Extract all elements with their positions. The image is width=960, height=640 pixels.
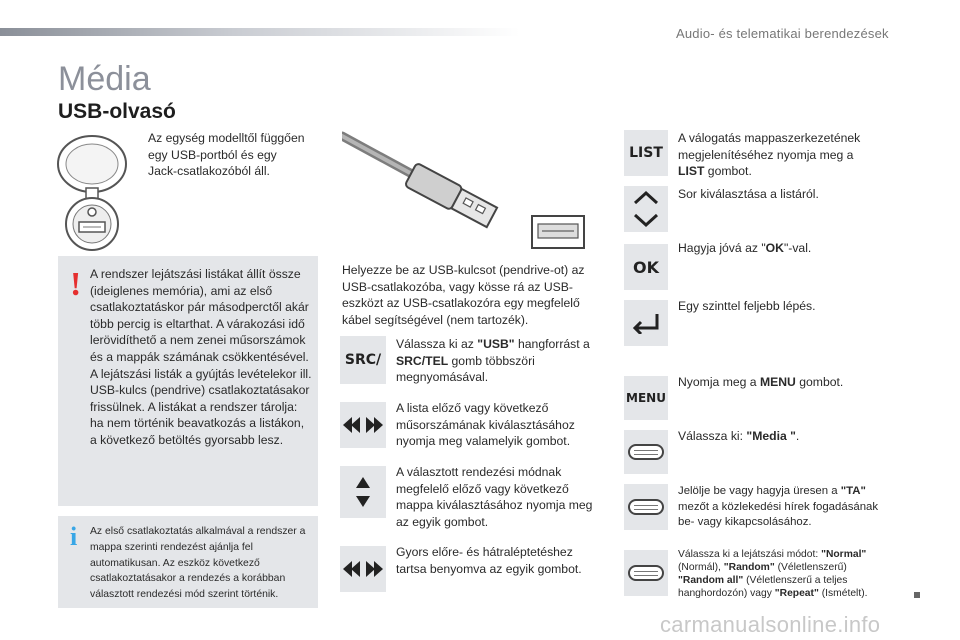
list-label: LIST: [629, 145, 663, 161]
menu-step-bold: MENU: [759, 375, 796, 389]
src-step-part: hangforrást a: [514, 337, 590, 351]
src-step-part: Válassza ki az: [396, 337, 478, 351]
fast-seek-buttons-icon: [340, 546, 386, 592]
warning-text: A rendszer lejátszási listákat állít össze (ideiglenes memória), ami az első csatlakoztatáskor pár másodperctől akár több percig is eltarthat. A várakozási idő lerövidíthető a nem zenei műsorszámok és a mappák számának csökkentésével. A lejátszási listák a gyújtás levételekor ill. USB-kulcs (pendrive) csatlakoztatásakor frissülnek. A listákat a rendszer tárolja: ha nem történik beavatkozás a listákon, a következő betöltés gyorsabb lesz.: [90, 267, 312, 447]
media-step-text: [678, 428, 878, 445]
warning-icon: !: [70, 266, 82, 303]
menu-label: MENU: [626, 391, 666, 405]
header-gradient-bar: [0, 28, 520, 36]
info-box: [58, 516, 318, 608]
mode-step-part: (Ismételt).: [818, 588, 868, 599]
mode-step-part: Válassza ki a lejátszási módot:: [678, 549, 822, 560]
selector-pill-icon: [628, 565, 664, 581]
select-step-text: Sor kiválasztása a listáról.: [678, 187, 819, 201]
slash-glyph: /: [376, 352, 382, 368]
list-step-part: A válogatás mappaszerkezetének megjelenítéséhez nyomja meg a: [678, 131, 861, 162]
ta-step-part: mezőt a közlekedési hírek fogadásának be- vagy kikapcsolásához.: [678, 500, 879, 528]
play-mode-icon: [624, 550, 668, 596]
watermark: carmanualsonline.info: [660, 612, 881, 637]
ok-step-text: [678, 240, 878, 257]
usb-port-illustration: [52, 128, 132, 252]
back-step-text: Egy szinttel feljebb lépés.: [678, 299, 816, 313]
warning-box: [58, 256, 318, 506]
select-media-icon: [624, 430, 668, 474]
list-button-icon: [624, 130, 668, 176]
list-step-text: [678, 130, 878, 180]
back-button-icon: [624, 300, 668, 346]
usb-plug-illustration: [342, 130, 604, 250]
updown-step-text: A választott rendezési módnak megfelelő előző vagy következő mappa kiválasztásához nyomja meg az egyik gombot.: [396, 465, 593, 529]
page-marker: [914, 592, 920, 598]
back-arrow-icon: [631, 312, 661, 334]
ok-label: OK: [633, 257, 659, 277]
mode-random: "Random": [723, 562, 775, 573]
up-down-chevrons-icon: [624, 186, 668, 232]
src-step-text: [396, 336, 592, 386]
fast-step-text: Gyors előre- és hátraléptetéshez tartsa benyomva az egyik gombot.: [396, 545, 582, 576]
src-step-srctel: SRC/TEL: [396, 353, 449, 368]
list-step-part: gombot.: [704, 164, 752, 178]
fast-seek-arrows-icon: [343, 561, 383, 577]
mode-repeat: "Repeat": [774, 588, 819, 599]
page-title: Média: [58, 60, 151, 98]
usb-instruction-text: Helyezze be az USB-kulcsot (pendrive-ot) az USB-csatlakozóba, vagy kösse rá az USB-eszközt az USB-csatlakozóra egy megfelelő kábel segítségével (nem tartozék).: [342, 263, 585, 327]
mode-normal: "Normal": [821, 549, 867, 560]
info-text: Az első csatlakoztatás alkalmával a rendszer a mappa szerinti rendezést ajánlja fel automatikusan. Az eszköz következő csatlakoztatásakor a rendezés a korábban választott rendezési mód szerint történik.: [90, 526, 306, 601]
menu-step-text: [678, 374, 878, 391]
ok-step-bold: OK: [765, 241, 784, 255]
mode-step-part: (Normál),: [678, 562, 724, 573]
prev-next-buttons-icon: [340, 402, 386, 448]
mode-random-all: "Random all": [678, 575, 744, 586]
src-label: SRC: [344, 352, 376, 368]
ok-step-part: "-val.: [783, 241, 812, 255]
list-step-bold: LIST: [678, 164, 705, 178]
media-step-part: .: [795, 429, 800, 443]
seek-arrows-icon: [343, 417, 383, 433]
ok-button-icon: [624, 244, 668, 290]
media-step-bold: "Media ": [746, 429, 796, 443]
src-tel-button-icon: [340, 336, 386, 384]
mode-step-part: (Véletlenszerű a teljes hanghordozón) vagy: [678, 575, 848, 599]
section-title: USB-olvasó: [58, 100, 176, 123]
ta-step-text: [678, 484, 892, 531]
src-step-usb: "USB": [477, 337, 515, 351]
src-step-part: gomb többszöri megnyomásával.: [396, 353, 535, 384]
selector-pill-icon: [628, 499, 664, 515]
down-triangle-icon: [356, 496, 370, 507]
menu-step-part: Nyomja meg a: [678, 375, 760, 389]
up-triangle-icon: [356, 477, 370, 488]
info-icon: i: [70, 522, 78, 551]
media-step-part: Válassza ki:: [678, 429, 747, 443]
header-section-title: Audio- és telematikai berendezések: [676, 26, 889, 41]
menu-button-icon: [624, 376, 668, 420]
chevron-up-down-icon: [632, 190, 660, 228]
prevnext-step-text: A lista előző vagy következő műsorszámának kiválasztásához nyomja meg valamelyik gombot.: [396, 401, 575, 448]
ta-step-bold: "TA": [840, 485, 866, 497]
mode-step-text: [678, 548, 888, 600]
menu-step-part: gombot.: [795, 375, 844, 389]
ok-step-part: Hagyja jóvá az ": [678, 241, 766, 255]
intro-text: Az egység modelltől függően egy USB-portból és egy Jack-csatlakozóból áll.: [148, 131, 305, 178]
ta-toggle-icon: [624, 484, 668, 530]
selector-pill-icon: [628, 444, 664, 460]
mode-step-part: (Véletlenszerű): [774, 562, 847, 573]
up-down-buttons-icon: [340, 466, 386, 518]
ta-step-part: Jelölje be vagy hagyja üresen a: [678, 485, 841, 497]
